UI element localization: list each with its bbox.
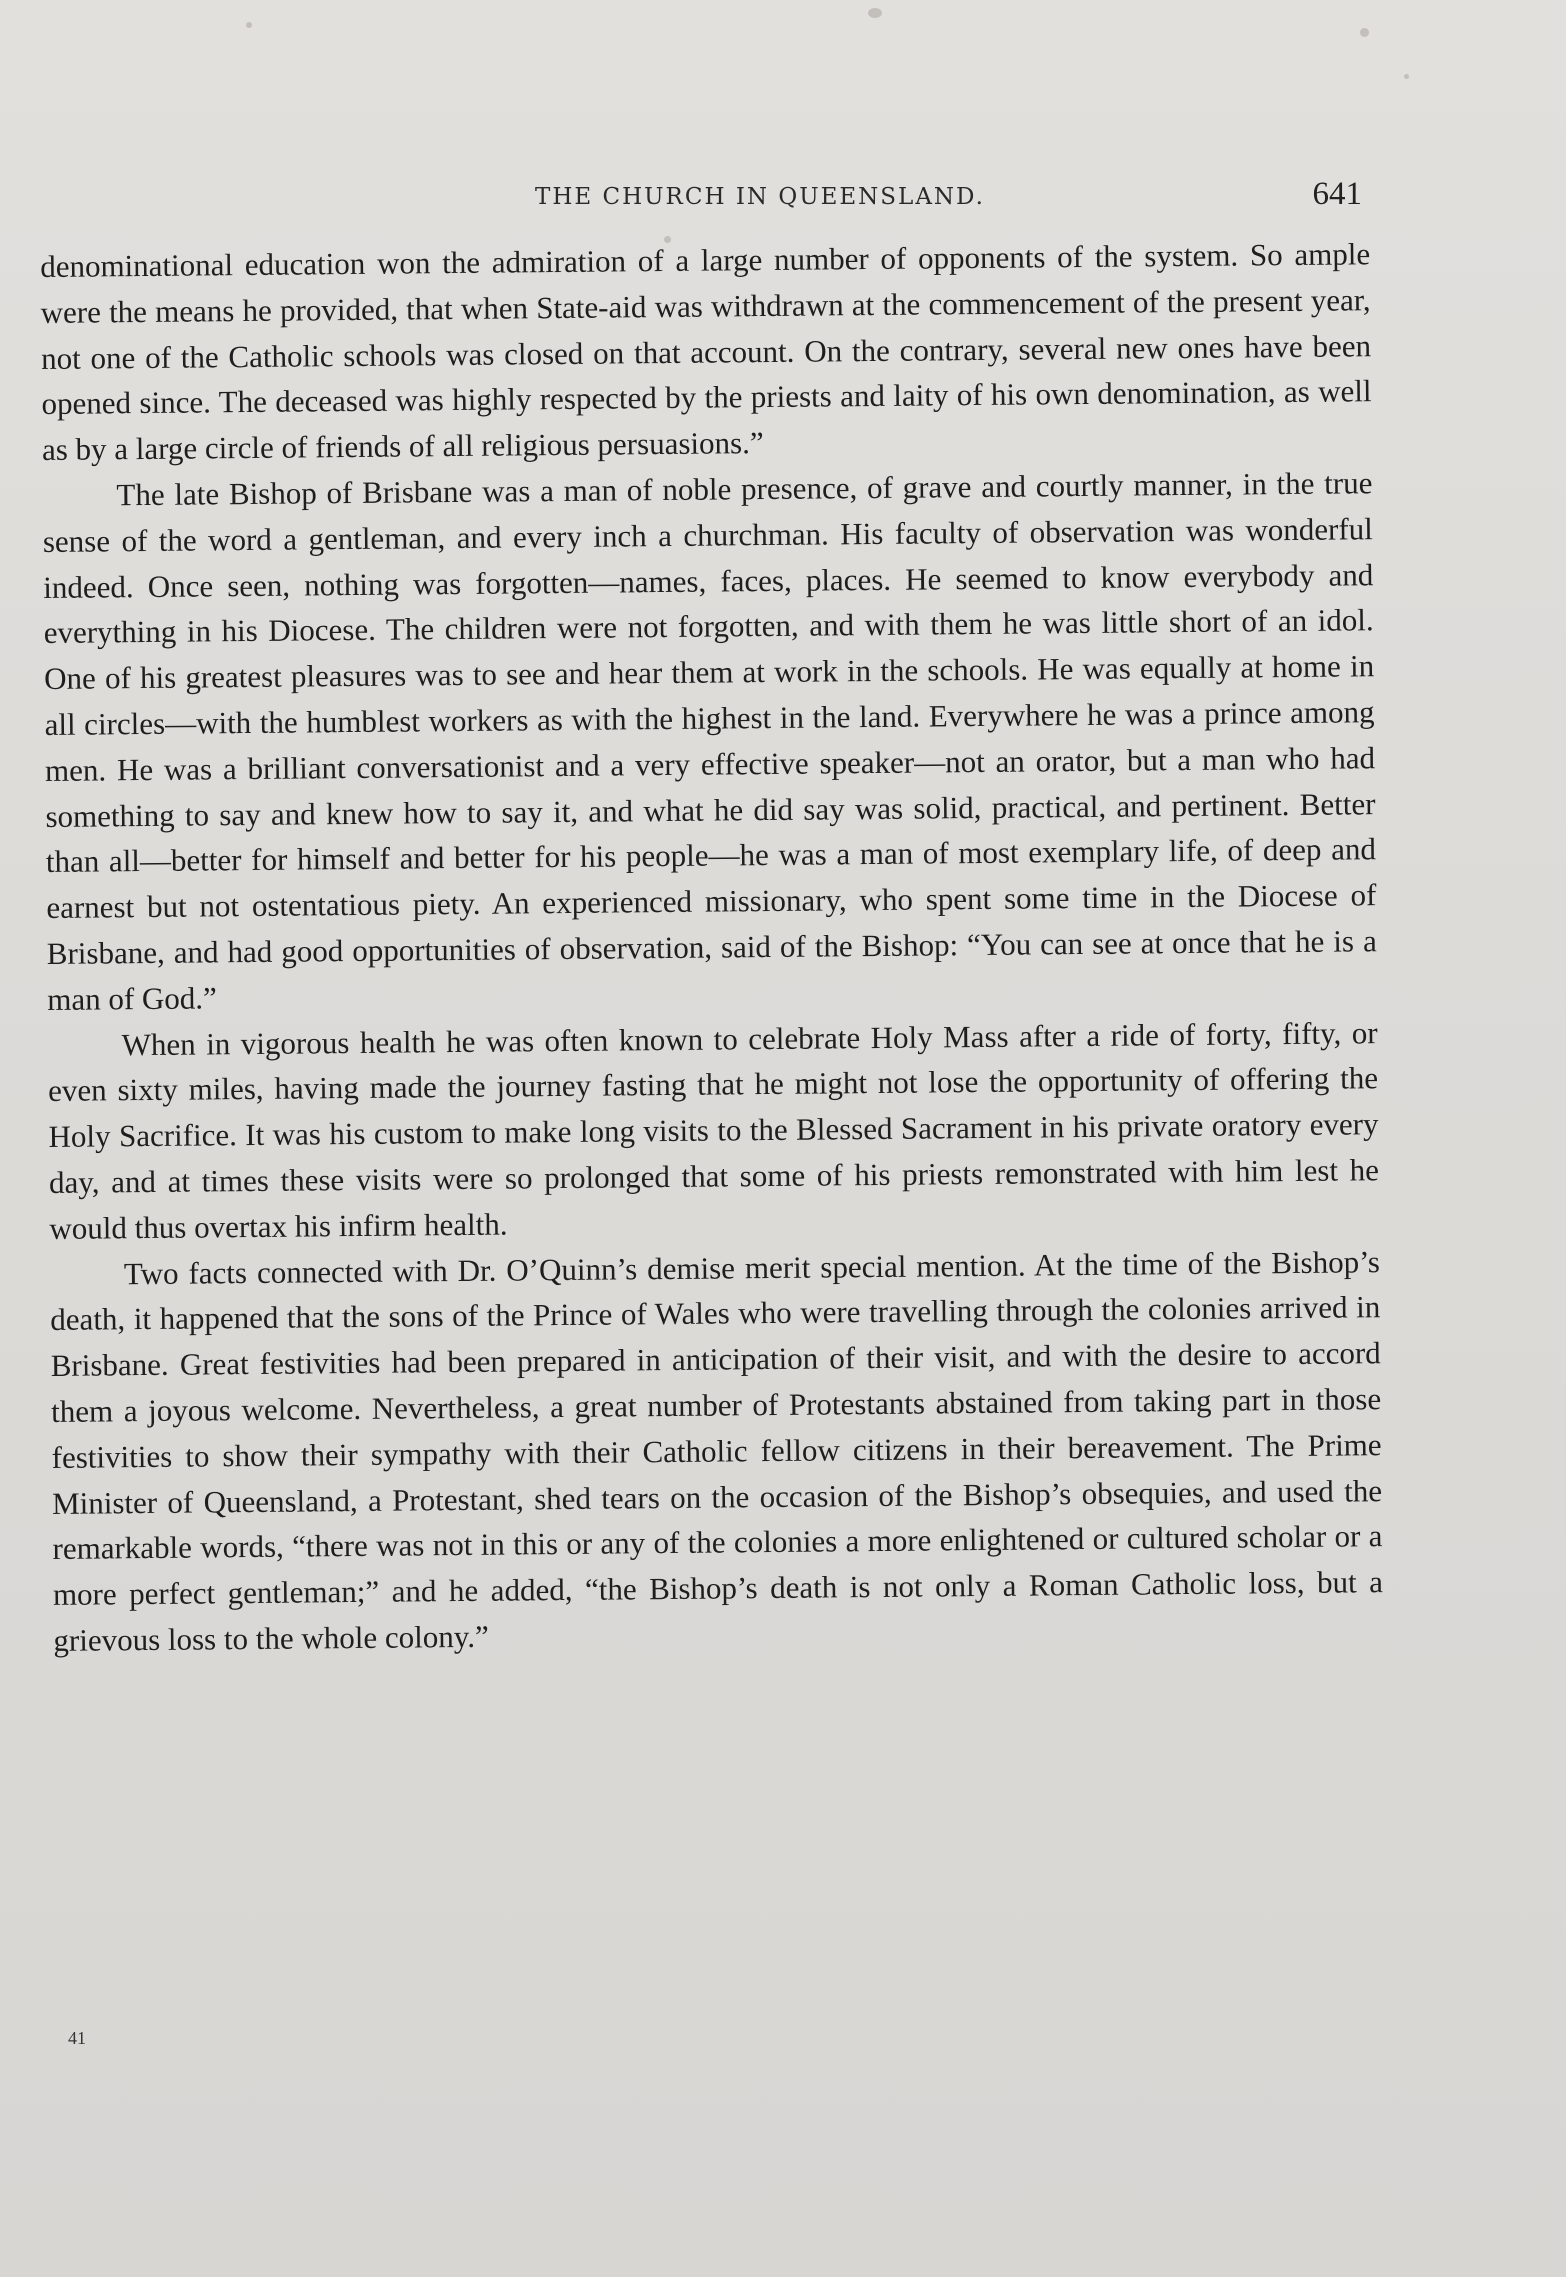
paper-speck [246,22,252,28]
paper-speck [1360,28,1369,37]
paragraph: Two facts connected with Dr. O’Quinn’s demise merit special mention. At the time of the Bishop’s death, it happened that the sons of the Prince of Wales who were travelling through the colonies arrived in Brisbane. Great festivities had been prepared in anticipation of their visit, and with the desire to accord them a joyous welcome. Nevertheless, a great number of Protestants abstained from taking part in those festivities to show their sympathy with their Catholic fellow citizens in their bereavement. The Prime Minister of Queensland, a Protestant, shed tears on the occasion of the Bishop’s obsequies, and used the remarkable words, “there was not in this or any of the colonies a more enlightened or cultured scholar or a more perfect gentleman;” and he added, “the Bishop’s death is not only a Roman Catholic loss, but a grievous loss to the whole colony.” [50,1243,1384,1658]
running-title: THE CHURCH IN QUEENSLAND. [535,184,985,210]
page-number: 641 [1312,176,1362,212]
signature-mark: 41 [68,2028,86,2048]
paragraph: denominational education won the admiration of a large number of opponents of the system. So ample were the means he provided, that when State-aid was withdrawn at the commencement of the present year, not one of the Catholic schools was closed on that account. On the contrary, several new ones have been opened since. The deceased was highly respected by the priests and laity of his own denomination, as well as by a large circle of friends of all religious persuasions.” [40,236,1372,468]
paragraph: When in vigorous health he was often known to celebrate Holy Mass after a ride of forty, fifty, or even sixty miles, having made the journey fasting that he might not lose the opportunity of offering the Holy Sacrifice. It was his custom to make long visits to the Blessed Sacrament in his private oratory every day, and at times these visits were so prolonged that some of his priests remonstrated with him lest he would thus overtax his infirm health. [47,1014,1380,1246]
page-header [40,176,1360,226]
paragraph: The late Bishop of Brisbane was a man of noble presence, of grave and courtly manner, in the true sense of the word a gentleman, and every inch a churchman. His faculty of observation was wonderful indeed. Once seen, nothing was forgotten—names, faces, places. He seemed to know everybody and everything in his Diocese. The children were not forgotten, and with them he was little short of an idol. One of his greatest pleasures was to see and hear them at work in the schools. He was equally at home in all circles—with the humblest workers as with the highest in the land. Everywhere he was a prince among men. He was a brilliant conversationist and a very effective speaker—not an orator, but a man who had something to say and knew how to say it, and what he did say was solid, practical, and pertinent. Better than all—better for himself and better for his people—he was a man of most exemplary life, of deep and earnest but not ostentatious piety. An experienced missionary, who spent some time in the Diocese of Brisbane, and had good opportunities of observation, said of the Bishop: “You can see at once that he is a man of God.” [42,465,1377,1017]
paper-speck [868,8,882,18]
body-text [40,231,1384,1663]
paper-speck [1404,74,1409,79]
